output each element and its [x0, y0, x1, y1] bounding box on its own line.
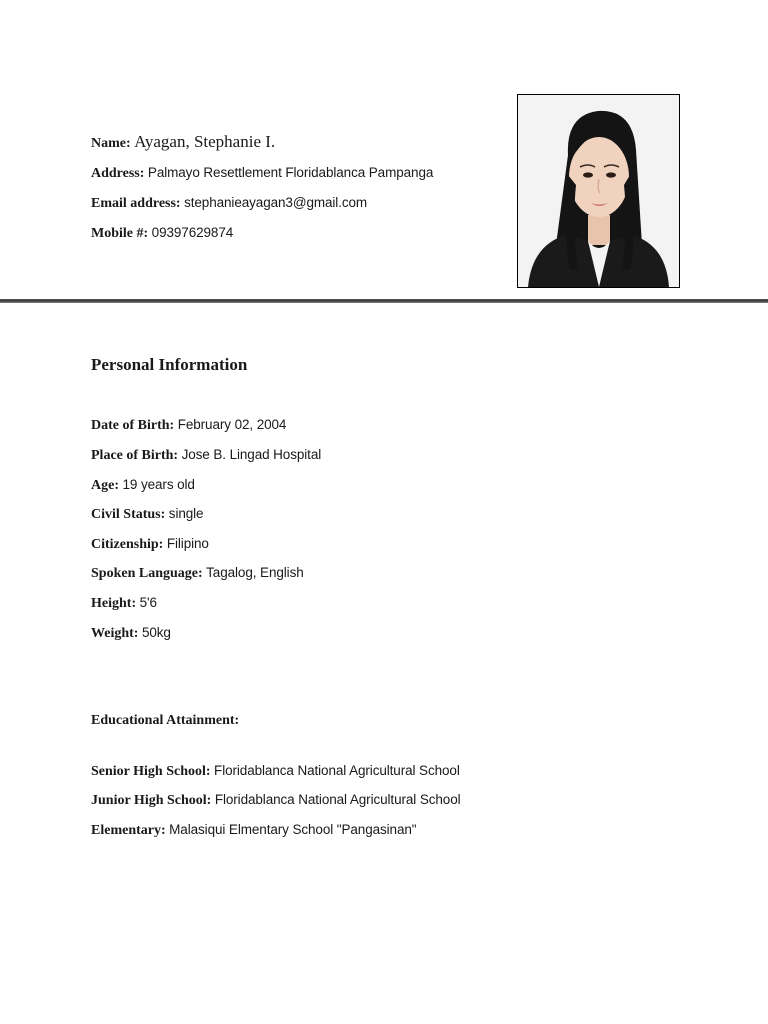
civil-status-value: single	[168, 506, 204, 521]
age-label: Age:	[91, 478, 119, 493]
civil-status-label: Civil Status:	[91, 507, 166, 522]
personal-info-heading: Personal Information	[91, 355, 248, 374]
language-value: Tagalog, English	[206, 565, 304, 580]
junior-high-row	[91, 791, 461, 810]
height-label: Height:	[91, 596, 137, 611]
citizenship-row	[91, 535, 209, 554]
weight-value: 50kg	[141, 625, 171, 640]
civil-status-row	[91, 505, 203, 524]
senior-high-row	[91, 762, 460, 781]
dob-value: February 02, 2004	[177, 417, 287, 432]
name-value: Ayagan, Stephanie I.	[134, 132, 276, 151]
citizenship-value: Filipino	[166, 536, 209, 551]
elementary-value: Malasiqui Elmentary School "Pangasinan"	[169, 822, 417, 837]
header-divider	[0, 299, 768, 303]
address-label: Address:	[91, 166, 145, 181]
senior-high-label: Senior High School:	[91, 764, 211, 779]
mobile-row	[91, 224, 233, 243]
education-heading: Educational Attainment:	[91, 713, 240, 728]
senior-high-value: Floridablanca National Agricultural School	[214, 763, 460, 778]
email-label: Email address:	[91, 196, 181, 211]
portrait-photo	[517, 94, 680, 288]
address-value: Palmayo Resettlement Floridablanca Pampanga	[147, 165, 434, 180]
height-value: 5'6	[139, 595, 157, 610]
dob-label: Date of Birth:	[91, 418, 175, 433]
age-value: 19 years old	[122, 477, 195, 492]
birthplace-value: Jose B. Lingad Hospital	[181, 447, 322, 462]
mobile-value: 09397629874	[151, 225, 234, 240]
email-value: stephanieayagan3@gmail.com	[184, 195, 368, 210]
citizenship-label: Citizenship:	[91, 537, 164, 552]
email-row	[91, 194, 367, 213]
height-row	[91, 594, 157, 613]
name-row	[91, 133, 275, 153]
language-row	[91, 564, 304, 583]
birthplace-label: Place of Birth:	[91, 448, 179, 463]
elementary-row	[91, 821, 416, 840]
birthplace-row	[91, 446, 321, 465]
mobile-label: Mobile #:	[91, 226, 149, 241]
junior-high-value: Floridablanca National Agricultural School	[214, 792, 461, 807]
elementary-label: Elementary:	[91, 823, 166, 838]
weight-row	[91, 624, 171, 643]
name-label: Name:	[91, 136, 131, 151]
dob-row	[91, 416, 286, 435]
weight-label: Weight:	[91, 626, 139, 641]
age-row	[91, 476, 195, 495]
address-row	[91, 164, 433, 183]
portrait-photo-icon	[518, 95, 679, 287]
language-label: Spoken Language:	[91, 566, 203, 581]
junior-high-label: Junior High School:	[91, 793, 212, 808]
